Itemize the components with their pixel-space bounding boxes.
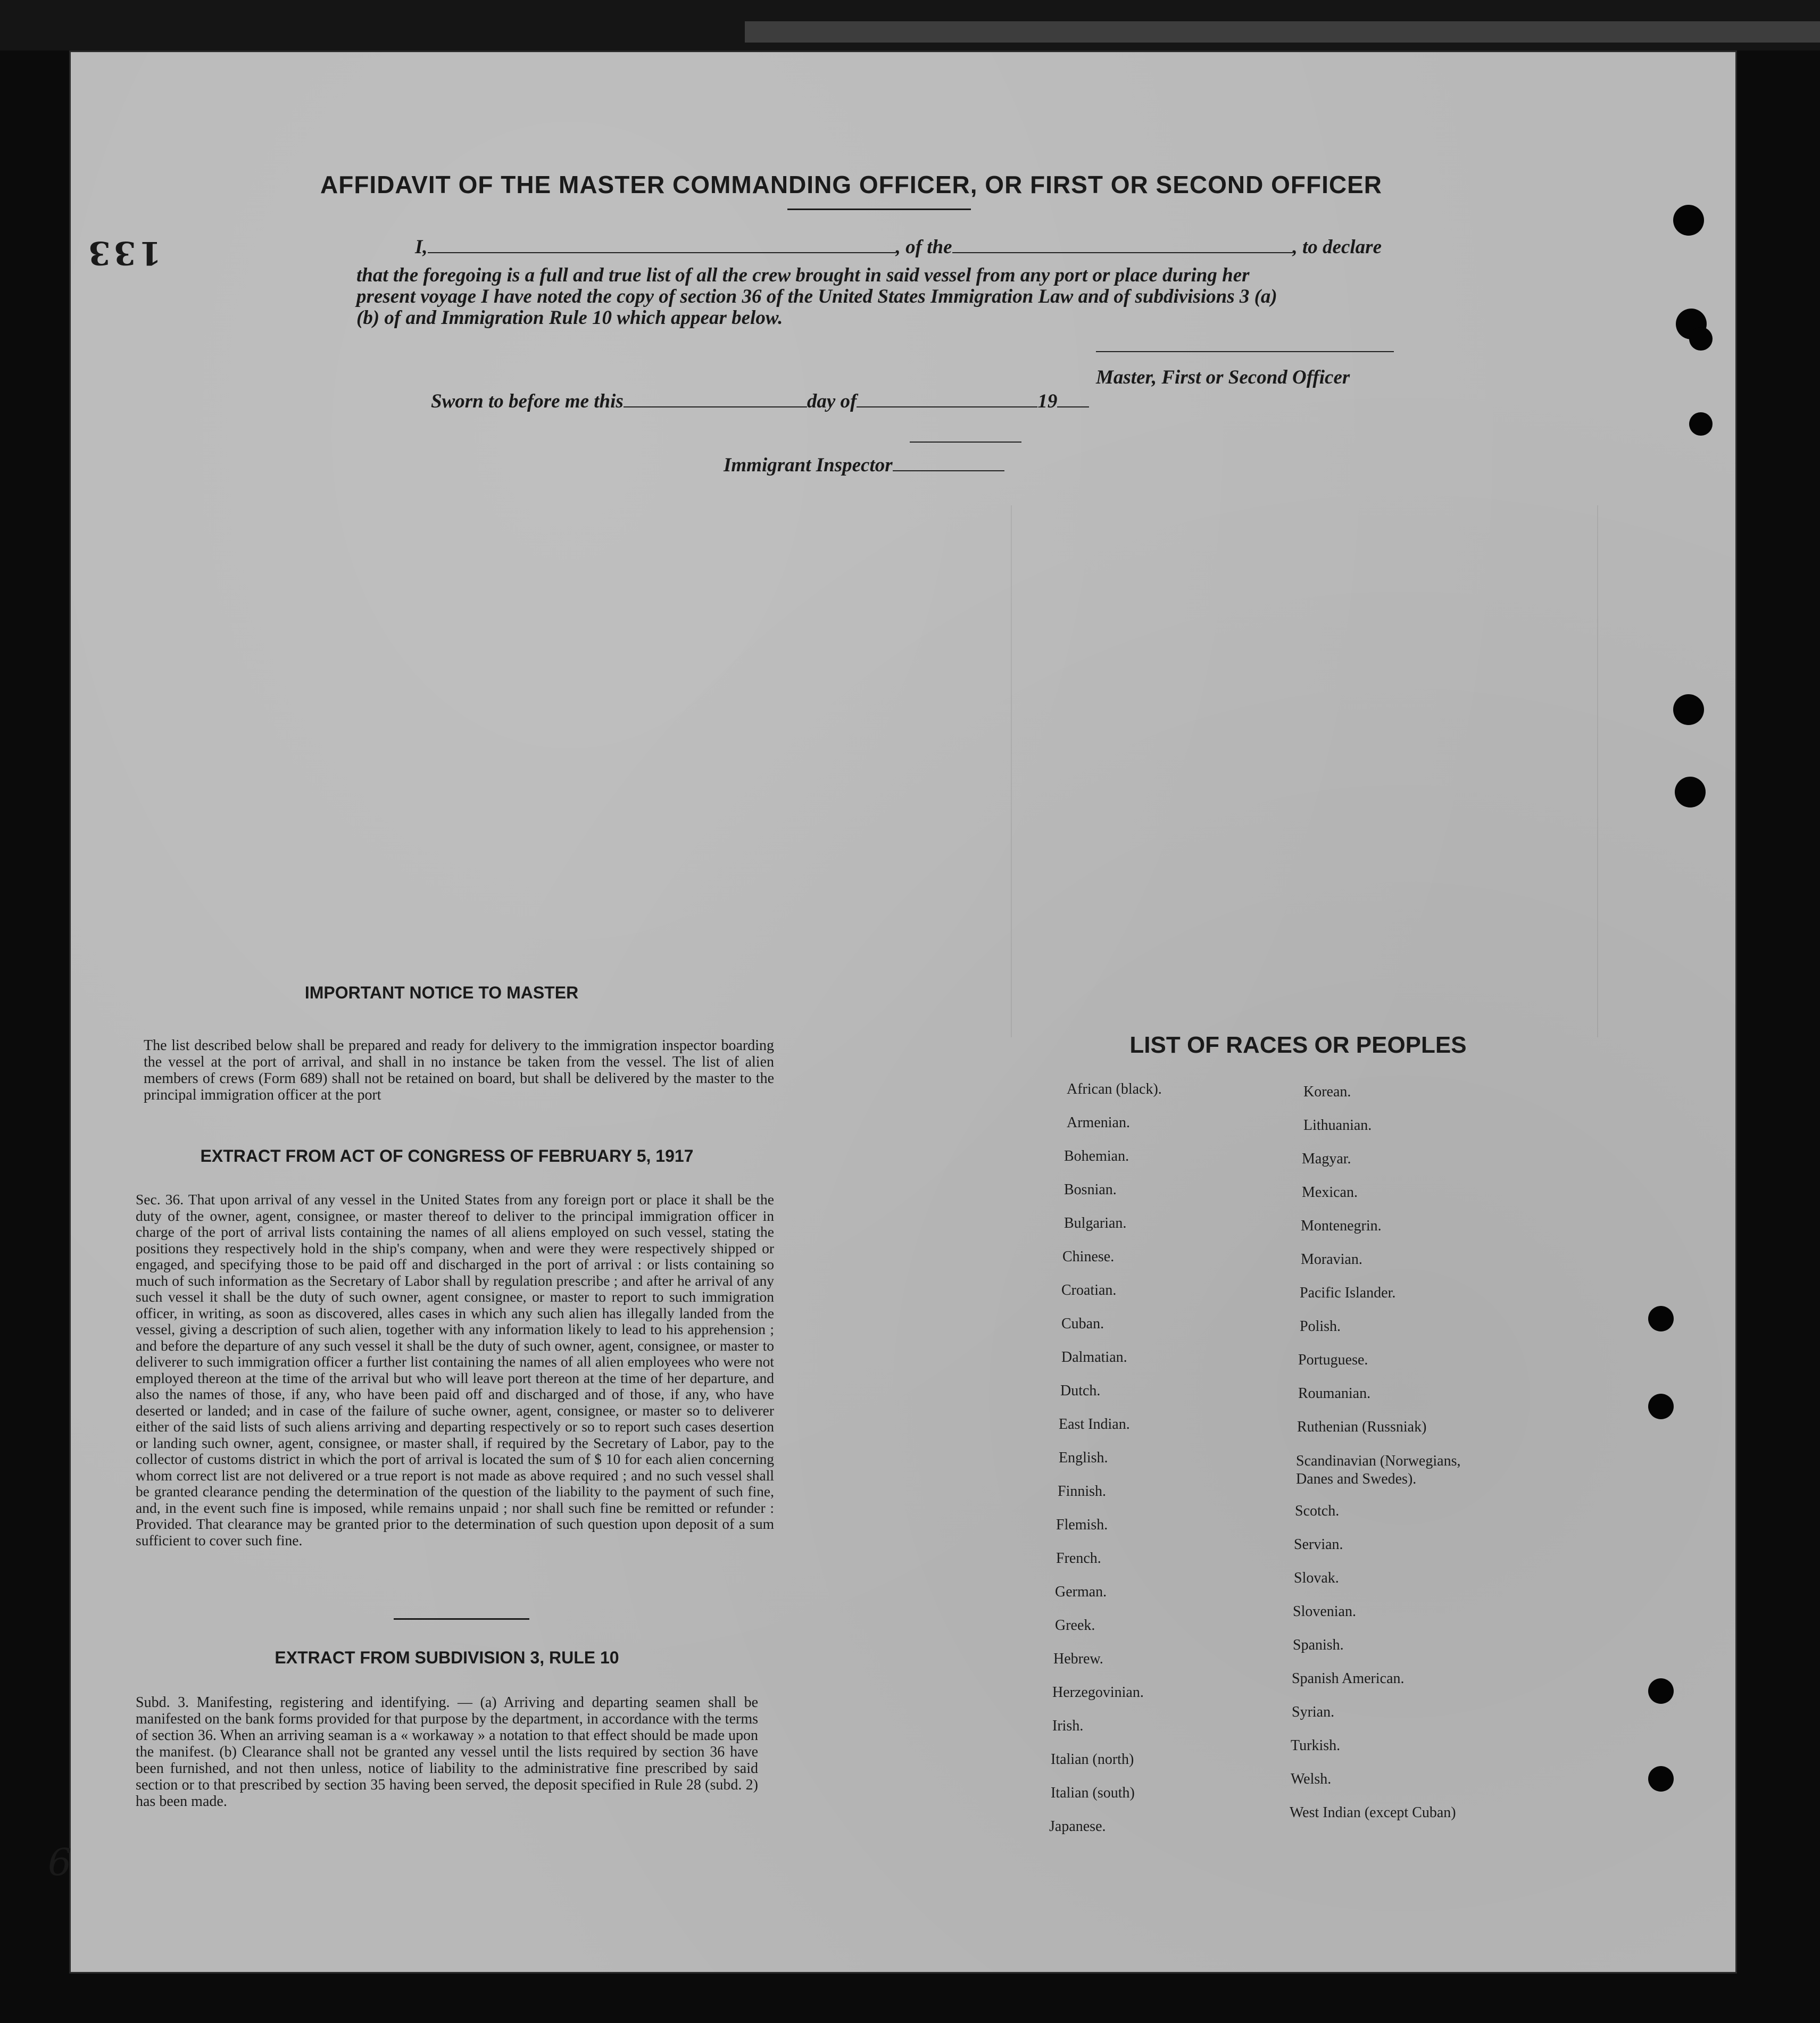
race-left: Bulgarian. [1064, 1215, 1127, 1231]
day-of-label: day of [807, 390, 857, 412]
race-right: Slovak. [1294, 1570, 1339, 1586]
race-left: Japanese. [1049, 1818, 1106, 1835]
race-right: Scotch. [1295, 1503, 1340, 1519]
race-right: Roumanian. [1298, 1385, 1371, 1402]
extract-rule-text: Subd. 3. Manifesting, registering and identifying. — (a) Arriving and departing seamen shall be manifested on the bank forms provided for that purpose by the department, in accordance with the terms of section 36. When an arriving seaman is a « workaway » a notation to that effect should be made upon the manifest. (b) Clearance shall not be granted any vessel until the lists required by section 36 have been furnished, and not then unless, notice of liability to the administrative fine prescribed by said section or to that prescribed by section 35 having been served, the deposit specified in Rule 28 (subd. 2) has been made. [136, 1694, 758, 1810]
bleed-through-texture [1011, 505, 1598, 1037]
race-left: Herzegovinian. [1052, 1684, 1144, 1701]
race-left: East Indian. [1059, 1416, 1130, 1433]
race-left: Italian (north) [1051, 1751, 1134, 1768]
race-left: Italian (south) [1051, 1785, 1135, 1801]
punch-hole [1648, 1394, 1674, 1419]
extract-rule-heading: EXTRACT FROM SUBDIVISION 3, RULE 10 [275, 1648, 619, 1667]
inspector-upper-line [910, 442, 1021, 443]
race-right: Syrian. [1292, 1704, 1335, 1720]
race-left: Chinese. [1062, 1248, 1115, 1265]
race-left: Irish. [1052, 1718, 1084, 1734]
affidavit-line-2: that the foregoing is a full and true list of all the crew brought in said vessel from any port or place during her [356, 264, 1250, 286]
race-right: Spanish American. [1292, 1670, 1405, 1687]
affidavit-line-4: (b) of and Immigration Rule 10 which appear below. [356, 307, 783, 329]
race-right: Portuguese. [1298, 1352, 1368, 1368]
race-right: Ruthenian (Russniak) [1297, 1419, 1427, 1435]
punch-hole [1648, 1306, 1674, 1331]
name-blank[interactable] [428, 252, 896, 253]
year-label: 19 [1037, 390, 1058, 412]
race-left: Flemish. [1056, 1517, 1108, 1533]
race-right: Mexican. [1302, 1184, 1358, 1201]
sworn-label: Sworn to before me this [431, 390, 624, 412]
affidavit-of-the-label: , of the [895, 236, 952, 258]
extract-act-text: Sec. 36. That upon arrival of any vessel in the United States from any foreign port or place it shall be the duty of the owner, agent, consignee, or master thereof to deliver to the principal immigration officer in charge of the port of arrival lists containing the names of all aliens employed on such vessel, stating the positions they respectively hold in the ship's company, when and were they were respectively shipped or engaged, and specifying those to be paid off and discharged in the port of arrival : or lists containing so much of such information as the Secretary of Labor shall by regulation prescribe ; and after he arrival of any such vessel it shall be the duty of such owner, agent consignee, or master to report to such immigration officer, in writing, as soon as discovered, alles cases in which any such alien has illegally landed from the vessel, giving a description of such alien, together with any information likely to lead to his apprehension ; and before the departure of any such vessel it shall be the duty of such owner, agent, consignee, or master to deliverer to such immigration officer a further list containing the names of all alien employees who were not employed thereon at the time of the arrival but who will leave port thereon at the time of her departure, and also the names of those, if any, who have been paid off and discharged and of those, if any, who have deserted or landed; and in case of the failure of suche owner, agent, consignee, or master so to deliverer either of the said lists of such aliens arriving and departing respectively or so to report such cases desertion or landing such owner, agent, consignee, or master shall, if required by the Secretary of Labor, pay to the collector of customs district in which the port of arrival is located the sum of $ 10 for each alien concerning whom correct list are not delivered or a true report is not made as above required ; and no such vessel shall be granted clearance pending the determination of the question of the liability to the payment of such fine, and, in the event such fine is imposed, while remains unpaid ; nor shall such fine be remitted or refunder : Provided. That clearance may be granted prior to the determination of such question upon deposit of a sum sufficient to cover such fine. [136, 1191, 774, 1549]
affidavit-declare-label: , to declare [1292, 236, 1382, 258]
master-label: Master, First or Second Officer [1096, 367, 1350, 388]
race-right: Moravian. [1301, 1251, 1362, 1268]
race-right: Pacific Islander. [1300, 1285, 1396, 1301]
race-right: West Indian (except Cuban) [1290, 1804, 1456, 1821]
notice-text: The list described below shall be prepared and ready for delivery to the immigration inspector boarding the vessel at the port of arrival, and shall in no instance be taken from the vessel. The list of alien members of crews (Form 689) shall not be retained on board, but shall be delivered by the master to the principal immigration officer at the port [144, 1037, 774, 1103]
sworn-year-blank[interactable] [1057, 406, 1089, 407]
margin-handwritten-mark: 6 [48, 1841, 72, 1884]
title-underline [787, 209, 971, 210]
races-heading: LIST OF RACES OR PEOPLES [1129, 1032, 1467, 1058]
race-right: Slovenian. [1293, 1603, 1356, 1620]
punch-hole [1648, 1678, 1674, 1704]
affidavit-line-3: present voyage I have noted the copy of section 36 of the United States Immigration Law and of subdivisions 3 (a) [356, 286, 1277, 307]
race-left: African (black). [1067, 1081, 1162, 1097]
race-right: Korean. [1303, 1084, 1351, 1100]
race-left: Dutch. [1060, 1383, 1101, 1399]
race-left: Dalmatian. [1061, 1349, 1127, 1366]
race-right: Magyar. [1302, 1151, 1351, 1167]
inspector-label: Immigrant Inspector [724, 454, 893, 476]
race-left: Bohemian. [1064, 1148, 1129, 1164]
race-left: Cuban. [1061, 1316, 1104, 1332]
race-right: Servian. [1294, 1536, 1343, 1553]
vessel-blank[interactable] [952, 252, 1293, 253]
punch-hole [1689, 327, 1713, 351]
sworn-day-blank[interactable] [624, 406, 807, 407]
scan-top-band [745, 21, 1820, 43]
extract-act-divider [394, 1618, 529, 1620]
master-signature-line[interactable] [1096, 351, 1394, 352]
race-left: French. [1056, 1550, 1101, 1567]
race-right: Welsh. [1291, 1771, 1332, 1787]
race-left: Bosnian. [1064, 1181, 1117, 1198]
inspector-signature-blank[interactable] [893, 470, 1004, 471]
scan-top-border [0, 0, 1820, 51]
margin-page-number: 133 [85, 234, 162, 271]
extract-act-heading: EXTRACT FROM ACT OF CONGRESS OF FEBRUARY 5, 1917 [200, 1146, 694, 1165]
sworn-line [431, 391, 1123, 412]
notice-heading: IMPORTANT NOTICE TO MASTER [304, 983, 579, 1002]
punch-hole [1689, 412, 1713, 436]
punch-hole [1673, 205, 1704, 236]
punch-hole [1648, 1766, 1674, 1792]
affidavit-i-label: I, [415, 236, 428, 258]
race-left: German. [1055, 1584, 1107, 1600]
race-left: Greek. [1055, 1617, 1095, 1634]
sworn-month-blank[interactable] [857, 406, 1037, 407]
race-left: Hebrew. [1053, 1651, 1103, 1667]
page-title: AFFIDAVIT OF THE MASTER COMMANDING OFFICER, OR FIRST OR SECOND OFFICER [320, 171, 1382, 198]
affidavit-line-1 [351, 237, 1405, 258]
race-right: Polish. [1300, 1318, 1341, 1335]
race-right: Spanish. [1293, 1637, 1344, 1653]
inspector-line [724, 455, 1202, 476]
race-left: Croatian. [1061, 1282, 1117, 1298]
race-left: English. [1059, 1450, 1108, 1466]
punch-hole [1675, 777, 1706, 807]
race-left: Finnish. [1058, 1483, 1107, 1500]
race-right: Scandinavian (Norwegians, Danes and Swedes). [1296, 1453, 1461, 1487]
race-right: Lithuanian. [1303, 1117, 1372, 1134]
race-right: Turkish. [1291, 1737, 1341, 1754]
race-right: Montenegrin. [1301, 1218, 1382, 1234]
punch-hole [1673, 694, 1704, 725]
race-left: Armenian. [1067, 1114, 1130, 1131]
